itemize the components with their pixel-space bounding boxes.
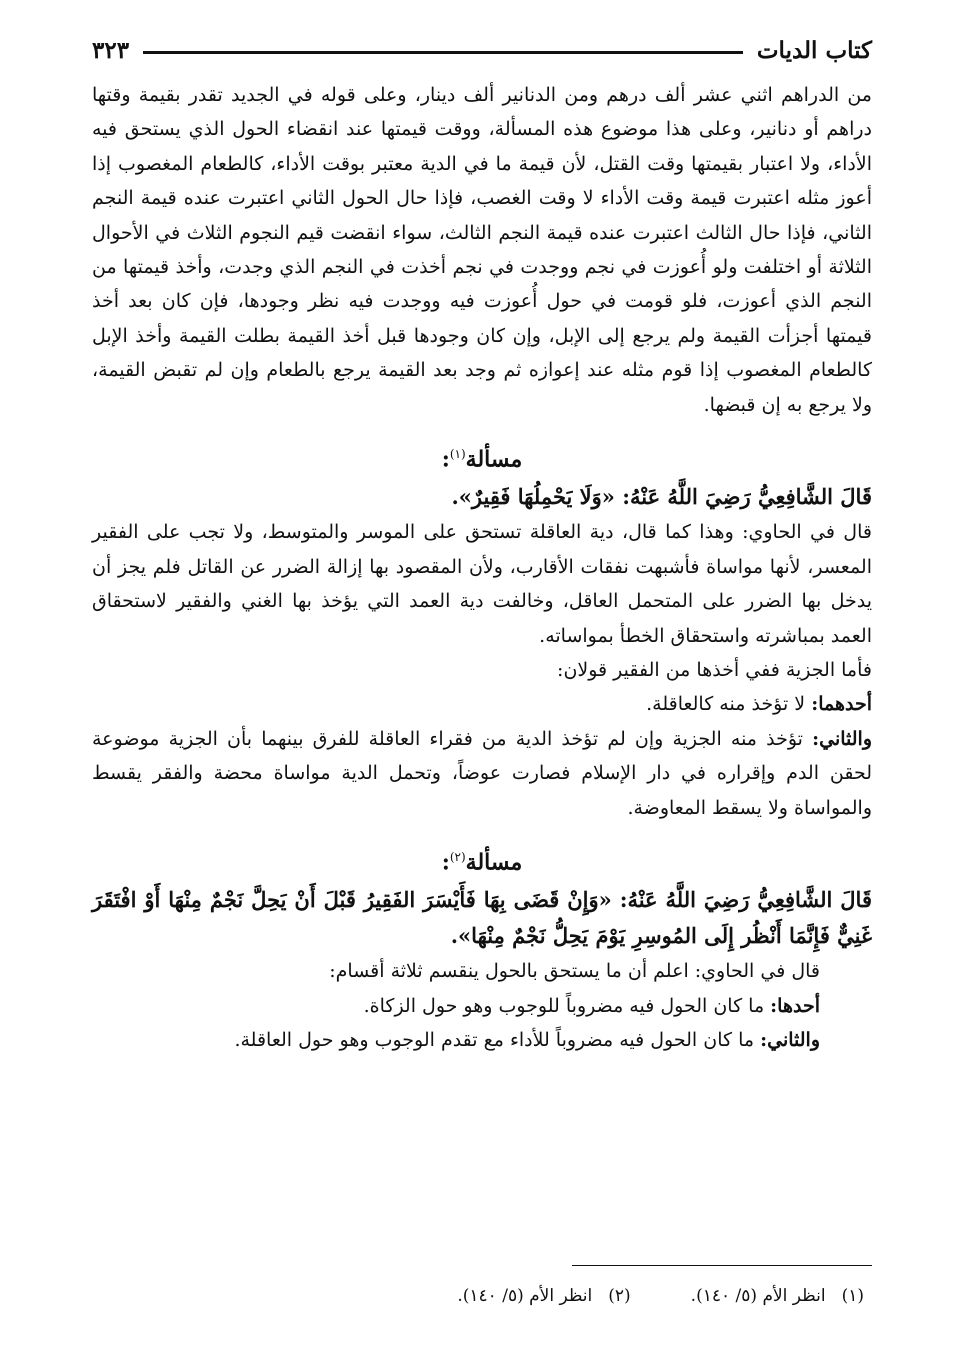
section-1-second-opinion — [92, 722, 872, 825]
section-heading-2-text: مسألة — [465, 849, 523, 876]
first-opinion-label: أحدهما: — [811, 693, 872, 716]
page-header — [92, 30, 872, 70]
section-2-second-part — [92, 1023, 872, 1057]
footnote-2-number: (٢) — [608, 1286, 631, 1306]
section-2-paragraph-1: قال في الحاوي: اعلم أن ما يستحق بالحول ينقسم ثلاثة أقسام: — [329, 960, 820, 983]
shafii-quote-2: قَالَ الشَّافِعِيُّ رَضِيَ اللَّهُ عَنْهُ: «وَإِنْ قَضَى بِهَا فَأَيْسَرَ الفَقِيرُ قَبْلَ أَنْ يَحِلَّ نَجْمٌ مِنْهَا أَوْ افْتَقَرَ غَنِيٌّ فَإِنَّمَا أَنْظُر إِلَى المُوسِرِ يَوْمَ يَحِلُّ نَجْمٌ مِنْهَا». — [92, 887, 872, 949]
section-1-paragraph-1: قال في الحاوي: وهذا كما قال، دية العاقلة تستحق على الموسر والمتوسط، ولا تجب على الفقير المعسر، لأنها مواساة فأشبهت نفقات الأقارب، ولأن المقصود بها إزالة الضرر عن القاتل فلم يجز أن يدخل بها الضرر على المتحمل العاقل، وخالفت دية العمد التي يؤخذ بها الغني والفقير لاستحقاق العمد بمباشرته واستحقاق الخطأ بمواساته. — [92, 521, 872, 647]
footnote-2 — [457, 1286, 630, 1306]
book-page — [92, 30, 872, 1350]
section-heading-1-text: مسألة — [465, 446, 523, 473]
page-body — [92, 78, 872, 1058]
section-heading-2 — [92, 837, 872, 882]
first-opinion-text: لا تؤخذ منه كالعاقلة. — [646, 693, 812, 716]
footnote-1 — [691, 1286, 864, 1306]
first-part-text: ما كان الحول فيه مضروباً للوجوب وهو حول الزكاة. — [363, 994, 771, 1017]
footnote-2-text: انظر الأم (٥/ ١٤٠). — [457, 1286, 593, 1306]
section-1-paragraph-2: فأما الجزية ففي أخذها من الفقير قولان: — [557, 659, 872, 682]
first-part-label: أحدها: — [770, 994, 820, 1017]
second-opinion-text: تؤخذ منه الجزية وإن لم تؤخذ الدية من فقراء العاقلة للفرق بينهما بأن الجزية موضوعة لحقن الدم وإقراره في دار الإسلام فصارت عوضاً، وتحمل الدية مواساة محضة والفقر يقسط والمواساة ولا يسقط المعاوضة. — [92, 727, 872, 819]
second-part-label: والثاني: — [760, 1029, 820, 1052]
section-2-first-part — [92, 989, 872, 1023]
footnotes-area — [92, 1265, 872, 1306]
second-opinion-label: والثاني: — [812, 727, 872, 750]
section-1-first-opinion — [92, 687, 872, 721]
footnote-rule — [572, 1265, 872, 1266]
footnotes-list — [92, 1286, 872, 1306]
footnote-ref-1: (١) — [449, 447, 466, 462]
section-heading-2-colon: : — [441, 849, 450, 876]
footnote-ref-2: (٢) — [449, 850, 466, 865]
section-heading-1-colon: : — [441, 446, 450, 473]
header-rule — [143, 51, 743, 54]
running-title: كتاب الديات — [756, 36, 872, 64]
section-heading-1 — [92, 434, 872, 479]
shafii-quote-1: قَالَ الشَّافِعِيُّ رَضِيَ اللَّهُ عَنْهُ: «وَلَا يَحْمِلُهَا فَقِيرٌ». — [451, 484, 872, 510]
page-number: ٣٢٣ — [92, 36, 130, 64]
footnote-1-text: انظر الأم (٥/ ١٤٠). — [690, 1286, 826, 1306]
footnote-1-number: (١) — [841, 1286, 864, 1306]
second-part-text: ما كان الحول فيه مضروباً للأداء مع تقدم الوجوب وهو حول العاقلة. — [234, 1029, 761, 1052]
intro-paragraph: من الدراهم اثني عشر ألف درهم ومن الدنانير ألف دينار، وعلى قوله في الجديد تقدر بقيمة وقتها دراهم أو دنانير، وعلى هذا موضوع هذه المسألة، ووقت قيمتها عند انقضاء الحول الذي يستحق فيه الأداء، ولا اعتبار بقيمتها وقت القتل، لأن قيمة ما في الدية معتبر بوقت الأداء، كالطعام المغصوب إذا أعوز مثله اعتبرت قيمة وقت الأداء لا وقت الغصب، فإذا حال الحول الثاني اعتبرت عنده قيمة النجم الثاني، فإذا حال الثالث اعتبرت عنده قيمة النجم الثالث، سواء انقضت قيم النجوم الثلاث في الأحوال الثلاثة أو اختلفت ولو أُعوزت في نجم ووجدت في نجم أخذت في النجم الذي وجدت، وأخذ قيمتها من النجم الذي أعوزت، فلو قومت في حول أُعوزت فيه ووجدت فيه نظر وجودها، فإن كان بعد أخذ قيمتها أجزأت القيمة ولم يرجع إلى الإبل، وإن كان وجودها قبل أخذ القيمة بطلت القيمة وأخذ الإبل كالطعام المغصوب إذا قوم مثله عند إعوازه ثم وجد بعد القيمة يرجع بالطعام وإن لم تقبض القيمة، ولا يرجع به إن قبضها. — [92, 84, 872, 416]
